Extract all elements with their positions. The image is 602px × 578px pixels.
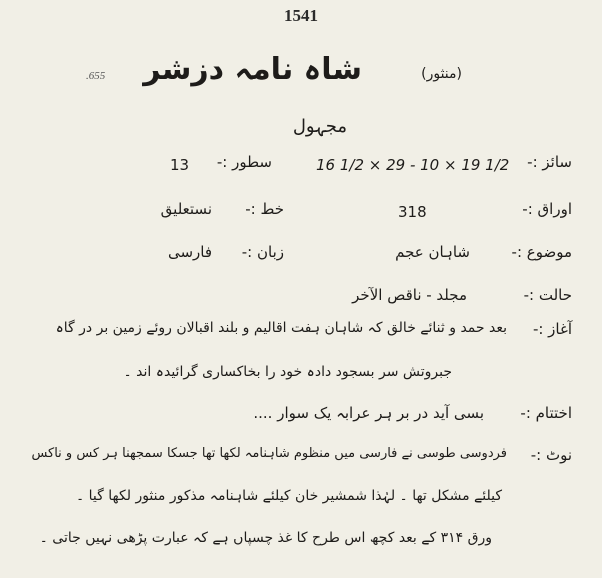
condition-value: مجلد - ناقص الآخر: [352, 286, 467, 304]
folios-label: اوراق :-: [522, 200, 572, 218]
language-value: فارسی: [167, 243, 212, 261]
beginning-line-2: جبروتش سر بسجود دادہ خود را بخاکساری گرائیدہ اند ۔: [123, 364, 452, 380]
beginning-line-1: بعد حمد و ثنائے خالق کہ شاہان ہفت اقالیم و بلند اقبالان روئے زمین بر در گاہ: [55, 320, 507, 336]
manuscript-title: شاہ نامہ دزشر: [143, 52, 362, 87]
title-note: (منثور): [421, 66, 462, 82]
page-number: 1541: [284, 6, 318, 25]
size-label: سائز :-: [527, 153, 572, 171]
note-line-1: فردوسی طوسی نے فارسی میں منظوم شاہنامہ لکھا تھا جسکا سمجھنا ہر کس و ناکس: [31, 446, 507, 461]
script-value: نستعلیق: [160, 200, 212, 218]
lines-value: 13: [170, 156, 190, 174]
note-line-3: ورق ۳۱۴ کے بعد کچھ اس طرح کا غذ چسپاں ہے کہ عبارت پڑھی نہیں جاتی ۔: [39, 530, 492, 546]
script-label: خط :-: [245, 200, 284, 218]
ending-label: اختتام :-: [520, 404, 572, 422]
condition-label: حالت :-: [523, 286, 572, 304]
subject-label: موضوع :-: [511, 243, 572, 261]
author: مجہول: [292, 116, 347, 137]
note-line-2: کیلئے مشکل تھا ۔ لہٰذا شمشیر خان کیلئے شاہنامہ مذکور منثور لکھا گیا ۔: [76, 488, 502, 504]
reference-mark: .655: [86, 70, 106, 82]
note-label: نوٹ :-: [530, 446, 572, 464]
ending-value: بسی آید در بر ہر عرابہ یک سوار ....: [253, 404, 484, 422]
size-value: 16 1/2 × 29 - 10 × 19 1/2: [316, 156, 510, 174]
beginning-label: آغاز :-: [532, 320, 572, 338]
folios-value: 318: [398, 203, 427, 221]
subject-value: شاہان عجم: [395, 243, 470, 261]
language-label: زبان :-: [241, 243, 284, 261]
lines-label: سطور :-: [216, 153, 272, 171]
